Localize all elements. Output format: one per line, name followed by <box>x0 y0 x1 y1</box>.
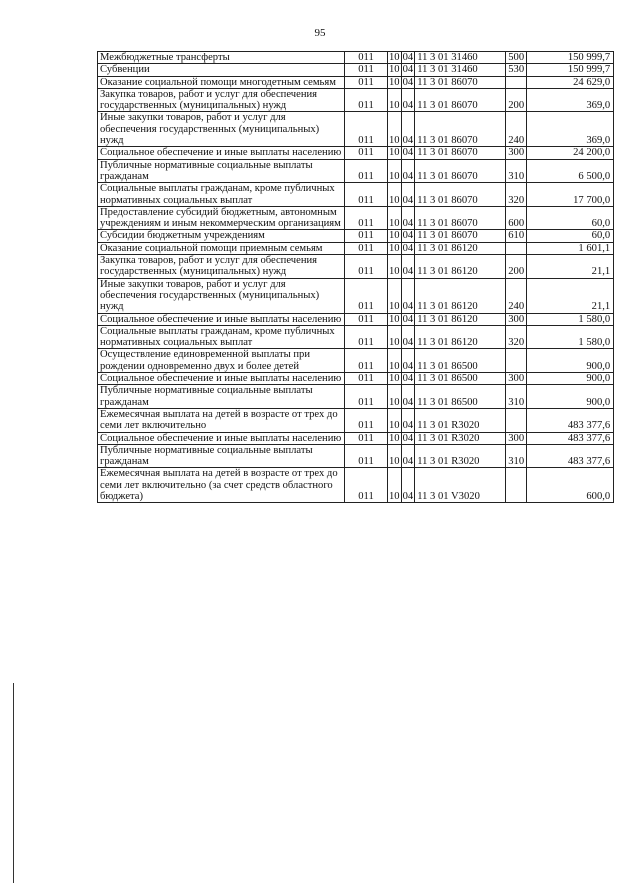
target-article-cell: 11 3 01 86120 <box>415 278 506 313</box>
target-article-cell: 11 3 01 86070 <box>415 88 506 112</box>
amount-cell: 369,0 <box>527 112 614 147</box>
subsection-code-cell: 04 <box>402 76 414 88</box>
amount-cell: 483 377,6 <box>527 432 614 444</box>
expense-type-cell: 200 <box>506 255 527 279</box>
amount-cell: 21,1 <box>527 278 614 313</box>
table-row <box>98 88 614 112</box>
amount-cell: 17 700,0 <box>527 183 614 207</box>
amount-cell: 24 629,0 <box>527 76 614 88</box>
expense-type-cell <box>506 468 527 503</box>
table-row <box>98 112 614 147</box>
ministry-code-cell: 011 <box>345 64 388 76</box>
table-row <box>98 230 614 242</box>
expense-type-cell: 240 <box>506 112 527 147</box>
ministry-code-cell: 011 <box>345 242 388 254</box>
expense-type-cell: 500 <box>506 52 527 64</box>
row-name-cell: Публичные нормативные социальные выплаты гражданам <box>98 444 345 468</box>
expense-type-cell: 310 <box>506 444 527 468</box>
amount-cell: 150 999,7 <box>527 52 614 64</box>
section-code-cell: 10 <box>388 408 402 432</box>
target-article-cell: 11 3 01 31460 <box>415 52 506 64</box>
ministry-code-cell: 011 <box>345 183 388 207</box>
subsection-code-cell: 04 <box>402 432 414 444</box>
table-row <box>98 468 614 503</box>
section-code-cell: 10 <box>388 206 402 230</box>
section-code-cell: 10 <box>389 373 400 385</box>
subsection-code-cell: 04 <box>401 444 415 468</box>
table-row <box>98 349 614 373</box>
section-code-cell: 10 <box>389 52 400 63</box>
page-number: 95 <box>314 27 326 39</box>
section-code-cell: 10 <box>388 468 402 503</box>
amount-cell: 1 580,0 <box>527 325 614 349</box>
table-row <box>98 76 614 88</box>
row-name-cell: Субвенции <box>98 64 345 76</box>
ministry-code-cell: 011 <box>345 88 388 112</box>
table-row <box>98 432 614 444</box>
subsection-code-cell: 04 <box>401 112 415 147</box>
ministry-code-cell: 011 <box>345 76 388 88</box>
subsection-code-cell: 04 <box>401 255 415 279</box>
target-article-cell: 11 3 01 V3020 <box>415 468 506 503</box>
target-article-cell: 11 3 01 86120 <box>415 242 506 254</box>
ministry-code-cell: 011 <box>345 255 388 279</box>
row-name-cell: Социальные выплаты гражданам, кроме публичных нормативных социальных выплат <box>98 325 345 349</box>
expense-type-cell: 300 <box>506 373 527 385</box>
row-name-cell: Оказание социальной помощи приемным семьям <box>98 242 345 254</box>
target-article-cell: 11 3 01 R3020 <box>415 408 506 432</box>
subsection-code-cell: 04 <box>402 373 414 385</box>
table-row <box>98 408 614 432</box>
amount-cell: 900,0 <box>527 373 614 385</box>
target-article-cell: 11 3 01 86070 <box>415 230 506 242</box>
section-code-cell: 10 <box>388 444 402 468</box>
table-row <box>98 206 614 230</box>
row-name-cell: Ежемесячная выплата на детей в возрасте от трех до семи лет включительно <box>98 408 345 432</box>
target-article-cell: 11 3 01 86120 <box>415 255 506 279</box>
target-article-cell: 11 3 01 86500 <box>415 373 506 385</box>
section-code-cell: 10 <box>388 325 402 349</box>
row-name-cell: Социальное обеспечение и иные выплаты населению <box>98 313 345 325</box>
table-row <box>98 325 614 349</box>
section-code-cell: 10 <box>388 278 402 313</box>
subsection-code-cell: 04 <box>401 159 415 183</box>
section-code-cell: 10 <box>388 159 402 183</box>
table-row <box>98 313 614 325</box>
subsection-code-cell: 04 <box>402 313 414 325</box>
table-row <box>98 255 614 279</box>
subsection-code-cell: 04 <box>401 183 415 207</box>
ministry-code-cell: 011 <box>345 147 388 159</box>
table-row <box>98 159 614 183</box>
section-code-cell: 10 <box>389 76 400 88</box>
amount-cell: 60,0 <box>527 230 614 242</box>
subsection-code-cell: 04 <box>401 325 415 349</box>
row-name-cell: Субсидии бюджетным учреждениям <box>98 230 345 242</box>
ministry-code-cell: 011 <box>345 444 388 468</box>
expense-type-cell: 300 <box>506 313 527 325</box>
row-name-cell: Иные закупки товаров, работ и услуг для обеспечения государственных (муниципальных) нужд <box>98 112 345 147</box>
amount-cell: 1 580,0 <box>527 313 614 325</box>
subsection-code-cell: 04 <box>402 230 414 242</box>
expense-type-cell <box>506 349 527 373</box>
expense-type-cell: 600 <box>506 206 527 230</box>
section-code-cell: 10 <box>388 349 402 373</box>
section-code-cell: 10 <box>389 147 400 159</box>
amount-cell: 21,1 <box>527 255 614 279</box>
amount-cell: 900,0 <box>527 385 614 409</box>
table-row <box>98 373 614 385</box>
ministry-code-cell: 011 <box>345 313 388 325</box>
ministry-code-cell: 011 <box>345 278 388 313</box>
target-article-cell: 11 3 01 86120 <box>415 313 506 325</box>
subsection-code-cell: 04 <box>401 408 415 432</box>
target-article-cell: 11 3 01 31460 <box>415 64 506 76</box>
row-name-cell: Социальные выплаты гражданам, кроме публичных нормативных социальных выплат <box>98 183 345 207</box>
row-name-cell: Публичные нормативные социальные выплаты гражданам <box>98 385 345 409</box>
row-name-cell: Оказание социальной помощи многодетным семьям <box>98 76 345 88</box>
amount-cell: 60,0 <box>527 206 614 230</box>
expense-type-cell: 530 <box>506 64 527 76</box>
section-code-cell: 10 <box>389 230 400 242</box>
ministry-code-cell: 011 <box>345 159 388 183</box>
expense-type-cell: 310 <box>506 159 527 183</box>
row-name-cell: Публичные нормативные социальные выплаты гражданам <box>98 159 345 183</box>
section-code-cell: 10 <box>389 313 400 325</box>
expense-type-cell: 320 <box>506 183 527 207</box>
amount-cell: 150 999,7 <box>527 64 614 76</box>
section-code-cell: 10 <box>388 88 402 112</box>
section-code-cell: 10 <box>389 432 400 444</box>
ministry-code-cell: 011 <box>345 408 388 432</box>
ministry-code-cell: 011 <box>345 385 388 409</box>
subsection-code-cell: 04 <box>402 147 414 159</box>
table-row <box>98 52 614 64</box>
ministry-code-cell: 011 <box>345 468 388 503</box>
target-article-cell: 11 3 01 86070 <box>415 206 506 230</box>
target-article-cell: 11 3 01 86070 <box>415 112 506 147</box>
table-row <box>98 278 614 313</box>
ministry-code-cell: 011 <box>345 325 388 349</box>
section-code-cell: 10 <box>388 112 402 147</box>
amount-cell: 900,0 <box>527 349 614 373</box>
expense-type-cell: 300 <box>506 432 527 444</box>
section-code-cell: 10 <box>389 64 400 76</box>
row-name-cell: Иные закупки товаров, работ и услуг для обеспечения государственных (муниципальных) нужд <box>98 278 345 313</box>
table-row <box>98 385 614 409</box>
amount-cell: 24 200,0 <box>527 147 614 159</box>
table-row <box>98 64 614 76</box>
expense-type-cell <box>506 242 527 254</box>
expense-type-cell <box>506 408 527 432</box>
expense-type-cell: 320 <box>506 325 527 349</box>
target-article-cell: 11 3 01 R3020 <box>415 432 506 444</box>
table-row <box>98 242 614 254</box>
subsection-code-cell: 04 <box>401 349 415 373</box>
expense-type-cell: 300 <box>506 147 527 159</box>
subsection-code-cell: 04 <box>402 64 414 76</box>
amount-cell: 483 377,6 <box>527 444 614 468</box>
row-name-cell: Осуществление единовременной выплаты при рождении одновременно двух и более детей <box>98 349 345 373</box>
section-code-cell: 10 <box>388 183 402 207</box>
amount-cell: 6 500,0 <box>527 159 614 183</box>
ministry-code-cell: 011 <box>345 230 388 242</box>
ministry-code-cell: 011 <box>345 52 388 64</box>
row-name-cell: Предоставление субсидий бюджетным, автономным учреждениям и иным некоммерческим организациям <box>98 206 345 230</box>
expense-type-cell: 240 <box>506 278 527 313</box>
target-article-cell: 11 3 01 R3020 <box>415 444 506 468</box>
row-name-cell: Социальное обеспечение и иные выплаты населению <box>98 147 345 159</box>
ministry-code-cell: 011 <box>345 432 388 444</box>
margin-rule <box>13 683 14 883</box>
section-code-cell: 10 <box>389 242 400 254</box>
amount-cell: 369,0 <box>527 88 614 112</box>
amount-cell: 600,0 <box>527 468 614 503</box>
subsection-code-cell: 04 <box>401 468 415 503</box>
ministry-code-cell: 011 <box>345 206 388 230</box>
subsection-code-cell: 04 <box>401 385 415 409</box>
budget-table <box>97 51 614 503</box>
table-row <box>98 183 614 207</box>
row-name-cell: Социальное обеспечение и иные выплаты населению <box>98 432 345 444</box>
subsection-code-cell: 04 <box>402 242 414 254</box>
expense-type-cell <box>506 76 527 88</box>
budget-table-body <box>98 52 614 503</box>
subsection-code-cell: 04 <box>401 206 415 230</box>
ministry-code-cell: 011 <box>345 373 388 385</box>
target-article-cell: 11 3 01 86070 <box>415 183 506 207</box>
section-code-cell: 10 <box>388 255 402 279</box>
table-row <box>98 147 614 159</box>
row-name-cell: Закупка товаров, работ и услуг для обеспечения государственных (муниципальных) нужд <box>98 88 345 112</box>
subsection-code-cell: 04 <box>401 88 415 112</box>
expense-type-cell: 200 <box>506 88 527 112</box>
row-name-cell: Межбюджетные трансферты <box>98 52 345 64</box>
row-name-cell: Ежемесячная выплата на детей в возрасте от трех до семи лет включительно (за счет средств областного бюджета) <box>98 468 345 503</box>
expense-type-cell: 610 <box>506 230 527 242</box>
subsection-code-cell: 04 <box>401 278 415 313</box>
subsection-code-cell: 04 <box>402 52 414 63</box>
target-article-cell: 11 3 01 86070 <box>415 159 506 183</box>
target-article-cell: 11 3 01 86120 <box>415 325 506 349</box>
ministry-code-cell: 011 <box>345 349 388 373</box>
section-code-cell: 10 <box>388 385 402 409</box>
target-article-cell: 11 3 01 86070 <box>415 76 506 88</box>
amount-cell: 1 601,1 <box>527 242 614 254</box>
row-name-cell: Закупка товаров, работ и услуг для обеспечения государственных (муниципальных) нужд <box>98 255 345 279</box>
table-row <box>98 444 614 468</box>
target-article-cell: 11 3 01 86070 <box>415 147 506 159</box>
expense-type-cell: 310 <box>506 385 527 409</box>
target-article-cell: 11 3 01 86500 <box>415 385 506 409</box>
ministry-code-cell: 011 <box>345 112 388 147</box>
target-article-cell: 11 3 01 86500 <box>415 349 506 373</box>
row-name-cell: Социальное обеспечение и иные выплаты населению <box>98 373 345 385</box>
amount-cell: 483 377,6 <box>527 408 614 432</box>
